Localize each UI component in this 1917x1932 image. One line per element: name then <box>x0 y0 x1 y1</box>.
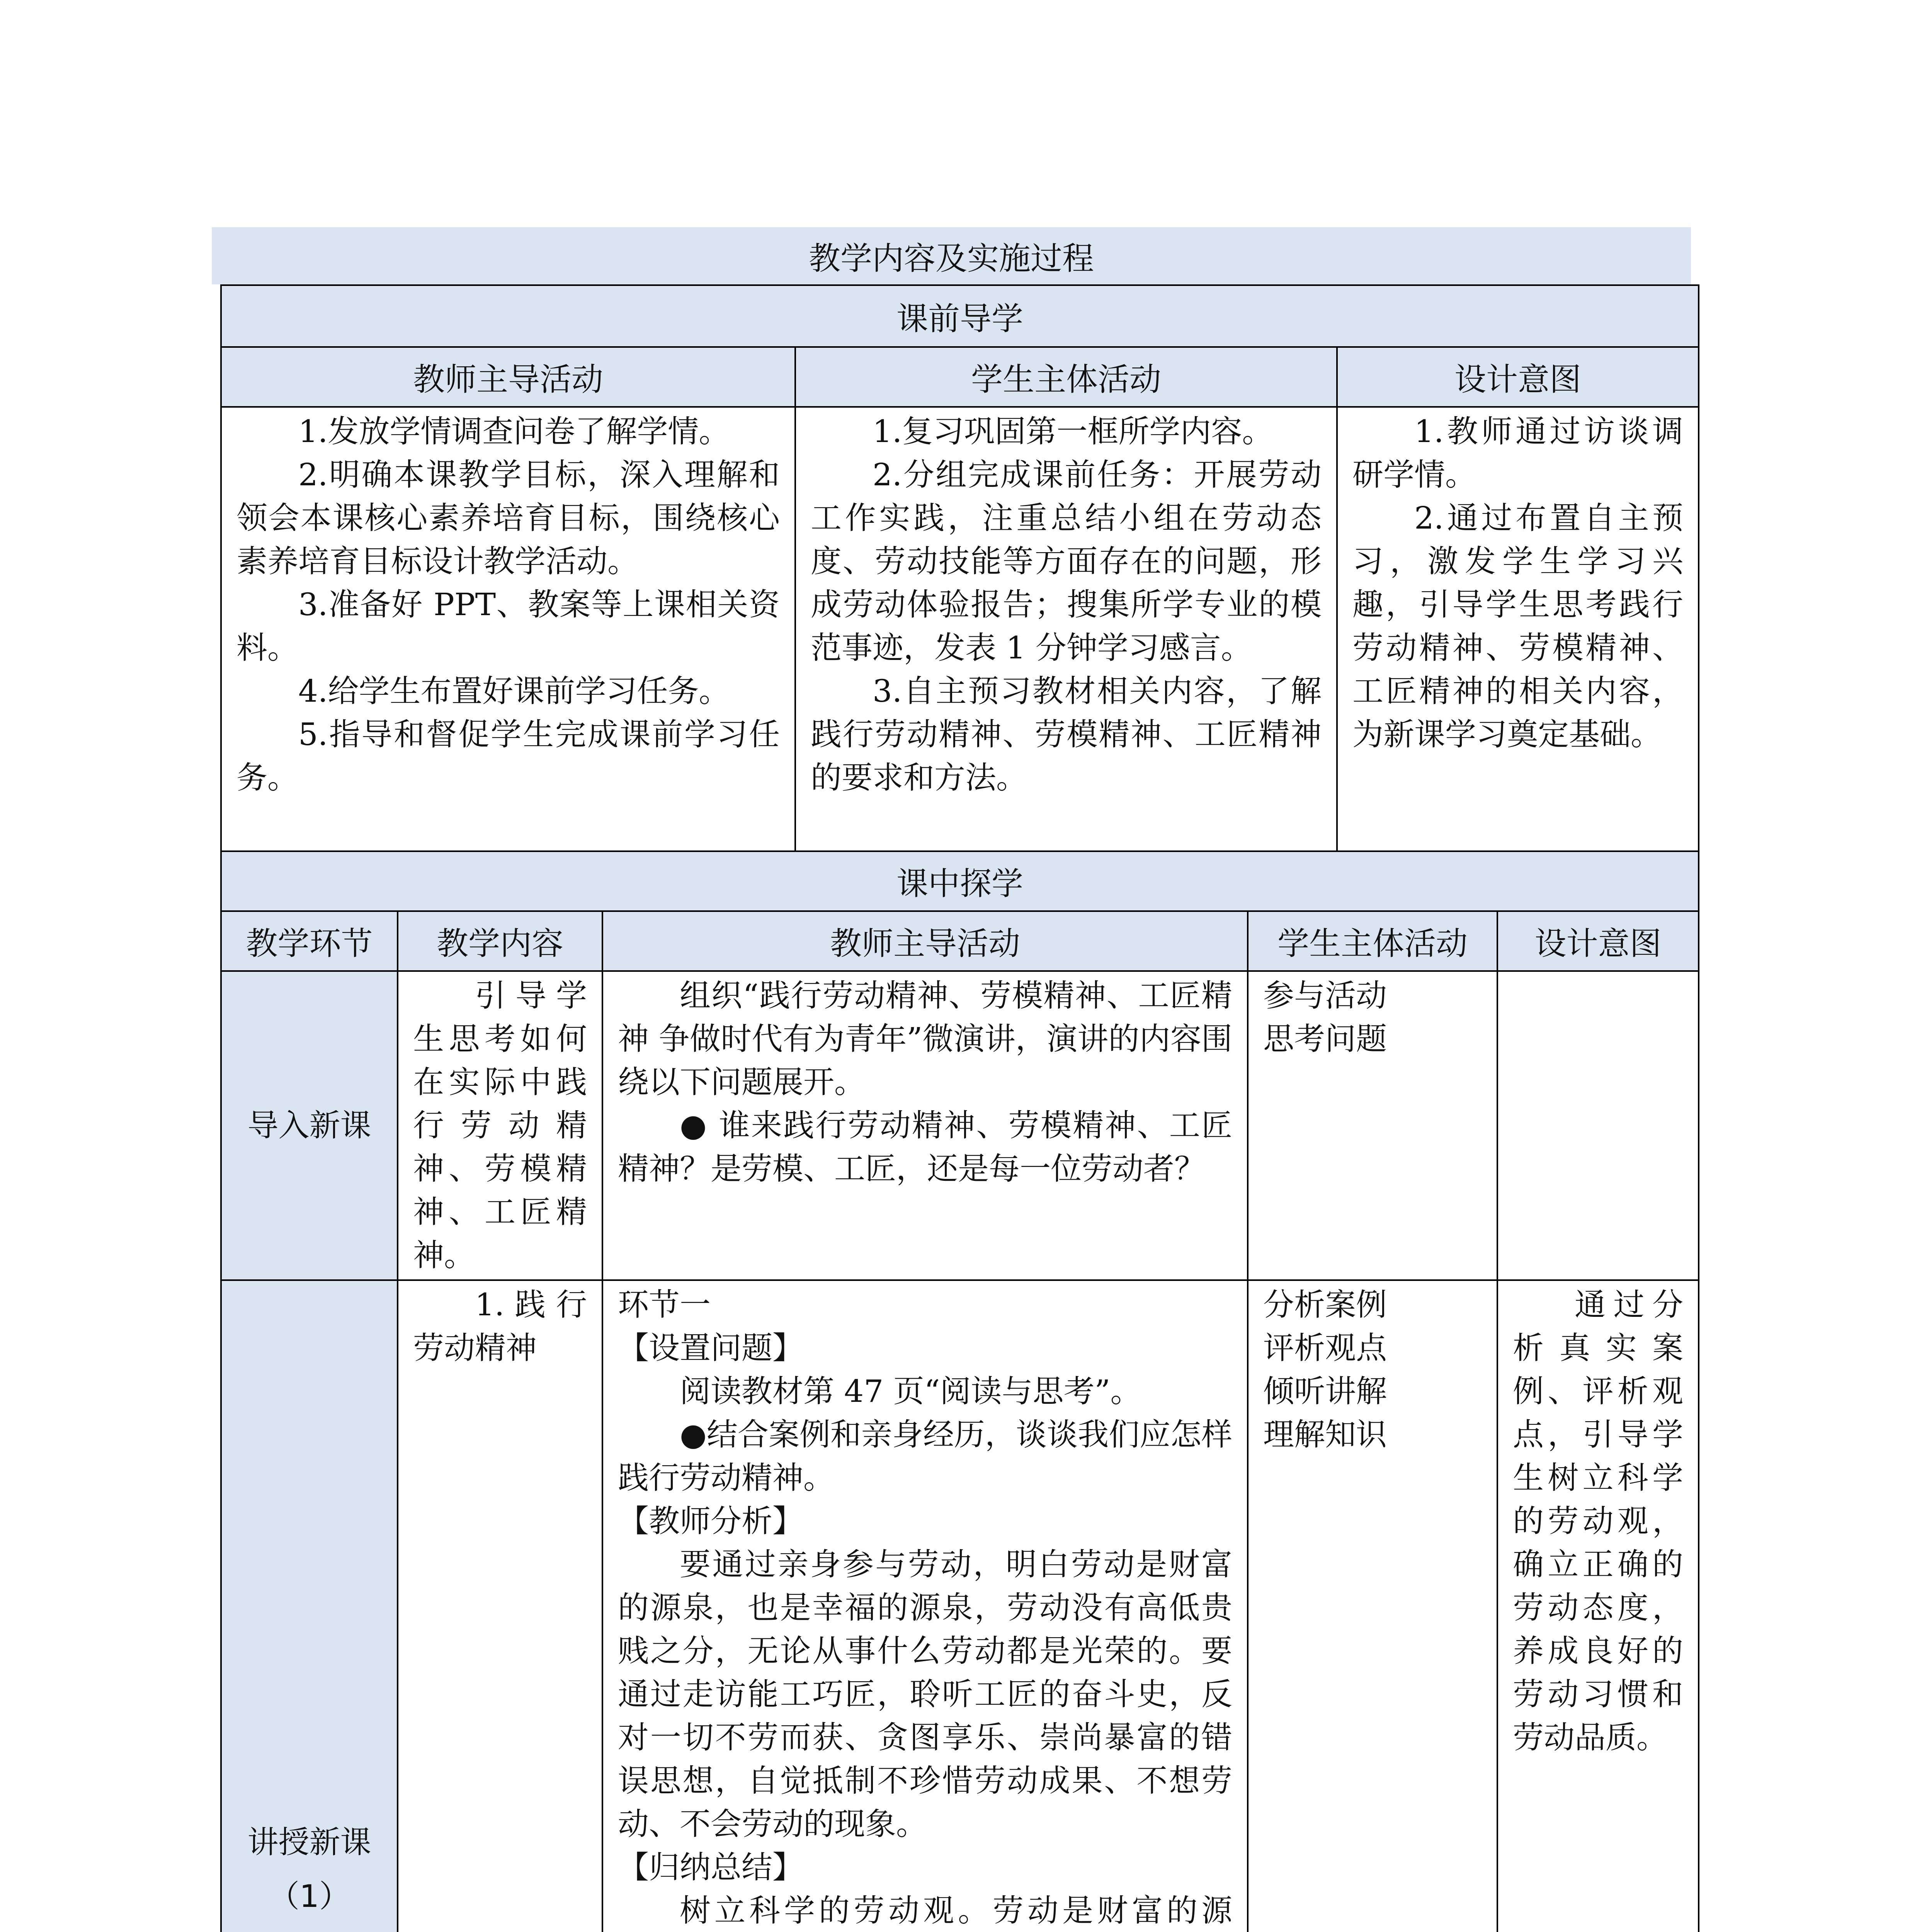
pre-class-intent-cell <box>1338 408 1698 850</box>
stage-lecture <box>222 1281 398 1932</box>
text-line: 要通过亲身参与劳动，明白劳动是财富的源泉，也是幸福的源泉，劳动没有高低贵贱之分，无论从事什么劳动都是光荣的。要通过走访能工巧匠，聆听工匠的奋斗史，反对一切不劳而获、贪图享乐、崇尚暴富的错误思想，自觉抵制不珍惜劳动成果、不想劳动、不会劳动的现象。 <box>618 1546 1232 1842</box>
col-stage-header: 教学环节 <box>222 912 398 970</box>
part-title: 环节一 <box>618 1287 711 1323</box>
text-line: 5.指导和督促学生完成课前学习任务。 <box>236 716 780 796</box>
text-line: 树立科学的劳动观。劳动是财富的源 <box>680 1893 1232 1929</box>
text-line: 引导学生思考如何在实际中践行劳动精神、劳模精神、工匠精神。 <box>413 978 587 1273</box>
lesson-table <box>220 284 1699 1932</box>
stage-label: 导入新课 <box>247 1107 371 1143</box>
text-line: 2.明确本课教学目标，深入理解和领会本课核心素养培育目标，围绕核心素养培育目标设计教学活动。 <box>236 457 780 579</box>
pre-class-band <box>222 286 1698 348</box>
lecture-student-cell <box>1249 1281 1498 1932</box>
text-line: ●结合案例和亲身经历，谈谈我们应怎样践行劳动精神。 <box>618 1417 1232 1496</box>
text-line: 阅读教材第 47 页“阅读与思考”。 <box>680 1373 1141 1409</box>
text-line: 组织“践行劳动精神、劳模精神、工匠精神 争做时代有为青年”微演讲，演讲的内容围绕以下问题展开。 <box>618 978 1232 1100</box>
section-header <box>212 227 1691 284</box>
intro-row <box>222 972 1698 1281</box>
text-line: 2.分组完成课前任务：开展劳动工作实践，注重总结小组在劳动态度、劳动技能等方面存在的问题，形成劳动体验报告；搜集所学专业的模范事迹，发表 1 分钟学习感言。 <box>811 457 1322 666</box>
intro-student-cell <box>1249 972 1498 1279</box>
text-line: 3.准备好 PPT、教案等上课相关资料。 <box>236 587 780 666</box>
text-line: ● 谁来践行劳动精神、劳模精神、工匠精神？是劳模、工匠，还是每一位劳动者？ <box>618 1107 1232 1187</box>
pre-class-student-cell <box>796 408 1338 850</box>
text-line: 1.践行劳动精神 <box>413 1287 587 1366</box>
lecture-intent-cell <box>1498 1281 1698 1932</box>
text-line: 1.教师通过访谈调研学情。 <box>1352 413 1683 493</box>
text-line: 1.发放学情调查问卷了解学情。 <box>298 413 730 449</box>
col-teacher-activity-header: 教师主导活动 <box>603 912 1249 970</box>
in-class-band <box>222 852 1698 912</box>
lecture-teacher-cell <box>603 1281 1249 1932</box>
col-student-header: 学生主体活动 <box>796 348 1338 406</box>
lecture-row <box>222 1281 1698 1932</box>
intro-teacher-cell <box>603 972 1249 1279</box>
pre-class-body-row <box>222 408 1698 852</box>
text-line: 倾听讲解 <box>1263 1373 1387 1409</box>
section-tag: 【归纳总结】 <box>618 1849 803 1885</box>
col-intent-header: 设计意图 <box>1498 912 1698 970</box>
col-content-header: 教学内容 <box>398 912 603 970</box>
text-line: 参与活动 <box>1263 978 1387 1014</box>
stage-label: 讲授新课 <box>247 1824 371 1860</box>
part-one <box>603 1281 1247 1932</box>
stage-intro <box>222 972 398 1279</box>
in-class-header-row <box>222 912 1698 972</box>
text-line: 3.自主预习教材相关内容，了解践行劳动精神、劳模精神、工匠精神的要求和方法。 <box>811 673 1322 796</box>
stage-number: （1） <box>269 1878 350 1914</box>
text-line: 4.给学生布置好课前学习任务。 <box>298 673 730 709</box>
section-tag: 【设置问题】 <box>618 1330 803 1366</box>
in-class-title: 课中探学 <box>896 866 1023 902</box>
text-line: 分析案例 <box>1263 1287 1387 1323</box>
text-line: 1.复习巩固第一框所学内容。 <box>873 413 1273 449</box>
section-tag: 【教师分析】 <box>618 1503 803 1539</box>
col-teacher-header: 教师主导活动 <box>222 348 796 406</box>
col-student-activity-header: 学生主体活动 <box>1249 912 1498 970</box>
text-line: 2.通过布置自主预习，激发学生学习兴趣，引导学生思考践行劳动精神、劳模精神、工匠精神的相关内容，为新课学习奠定基础。 <box>1352 500 1683 752</box>
pre-class-header-row <box>222 348 1698 408</box>
pre-class-teacher-cell <box>222 408 796 850</box>
text-line: 评析观点 <box>1263 1330 1387 1366</box>
intro-content-cell <box>398 972 603 1279</box>
text-line: 通过分析真实案例、评析观点，引导学生树立科学的劳动观，确立正确的劳动态度，养成良好的劳动习惯和劳动品质。 <box>1513 1287 1683 1755</box>
text-line: 思考问题 <box>1263 1021 1387 1057</box>
pre-class-title: 课前导学 <box>896 300 1023 337</box>
section-title: 教学内容及实施过程 <box>808 240 1094 277</box>
intro-intent-cell <box>1498 972 1698 1279</box>
lecture-content-cell <box>398 1281 603 1932</box>
text-line: 理解知识 <box>1263 1417 1387 1452</box>
col-intent-header: 设计意图 <box>1338 348 1698 406</box>
